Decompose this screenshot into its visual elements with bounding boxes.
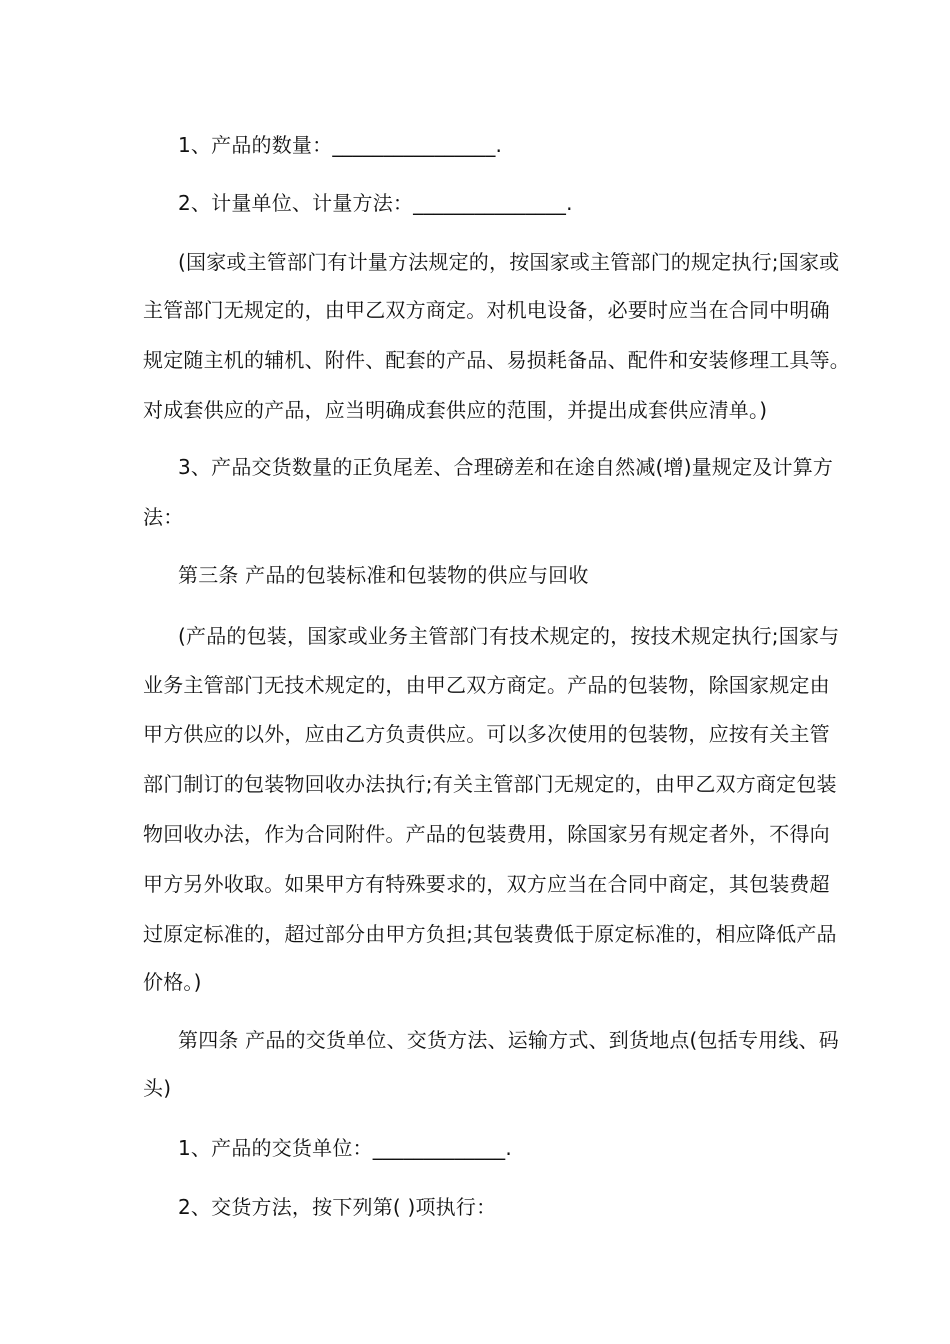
paragraph-line: 对成套供应的产品，应当明确成套供应的范围，并提出成套供应清单。) bbox=[143, 398, 768, 422]
paragraph-line: 甲方另外收取。如果甲方有特殊要求的，双方应当在合同中商定，其包装费超 bbox=[143, 872, 830, 896]
article-3-heading: 第三条 产品的包装标准和包装物的供应与回收 bbox=[178, 563, 589, 587]
paragraph-line: 业务主管部门无技术规定的，由甲乙双方商定。产品的包装物，除国家规定由 bbox=[143, 673, 830, 697]
paragraph-line: (国家或主管部门有计量方法规定的，按国家或主管部门的规定执行;国家或 bbox=[178, 250, 840, 274]
paragraph-line: 价格。) bbox=[143, 970, 202, 994]
item-delivery-method: 2、交货方法，按下列第( )项执行： bbox=[178, 1195, 497, 1219]
paragraph-line: 主管部门无规定的，由甲乙双方商定。对机电设备，必要时应当在合同中明确 bbox=[143, 298, 830, 322]
paragraph-line: 过原定标准的，超过部分由甲方负担;其包装费低于原定标准的，相应降低产品 bbox=[143, 922, 837, 946]
item-delivery-unit: 1、产品的交货单位：_____________. bbox=[178, 1136, 512, 1160]
item-tolerance: 3、产品交货数量的正负尾差、合理磅差和在途自然减(增)量规定及计算方 bbox=[178, 455, 834, 479]
item-unit-method: 2、计量单位、计量方法：_______________. bbox=[178, 191, 573, 215]
paragraph-line: (产品的包装，国家或业务主管部门有技术规定的，按技术规定执行;国家与 bbox=[178, 624, 840, 648]
paragraph-line: 规定随主机的辅机、附件、配套的产品、易损耗备品、配件和安装修理工具等。 bbox=[143, 348, 850, 372]
paragraph-line: 法： bbox=[143, 505, 184, 529]
paragraph-line: 头) bbox=[143, 1076, 172, 1100]
paragraph-line: 物回收办法，作为合同附件。产品的包装费用，除国家另有规定者外，不得向 bbox=[143, 822, 830, 846]
paragraph-line: 部门制订的包装物回收办法执行;有关主管部门无规定的，由甲乙双方商定包装 bbox=[143, 772, 837, 796]
paragraph-line: 甲方供应的以外，应由乙方负责供应。可以多次使用的包装物，应按有关主管 bbox=[143, 722, 830, 746]
article-4-heading: 第四条 产品的交货单位、交货方法、运输方式、到货地点(包括专用线、码 bbox=[178, 1028, 839, 1052]
item-quantity: 1、产品的数量：________________. bbox=[178, 133, 503, 157]
